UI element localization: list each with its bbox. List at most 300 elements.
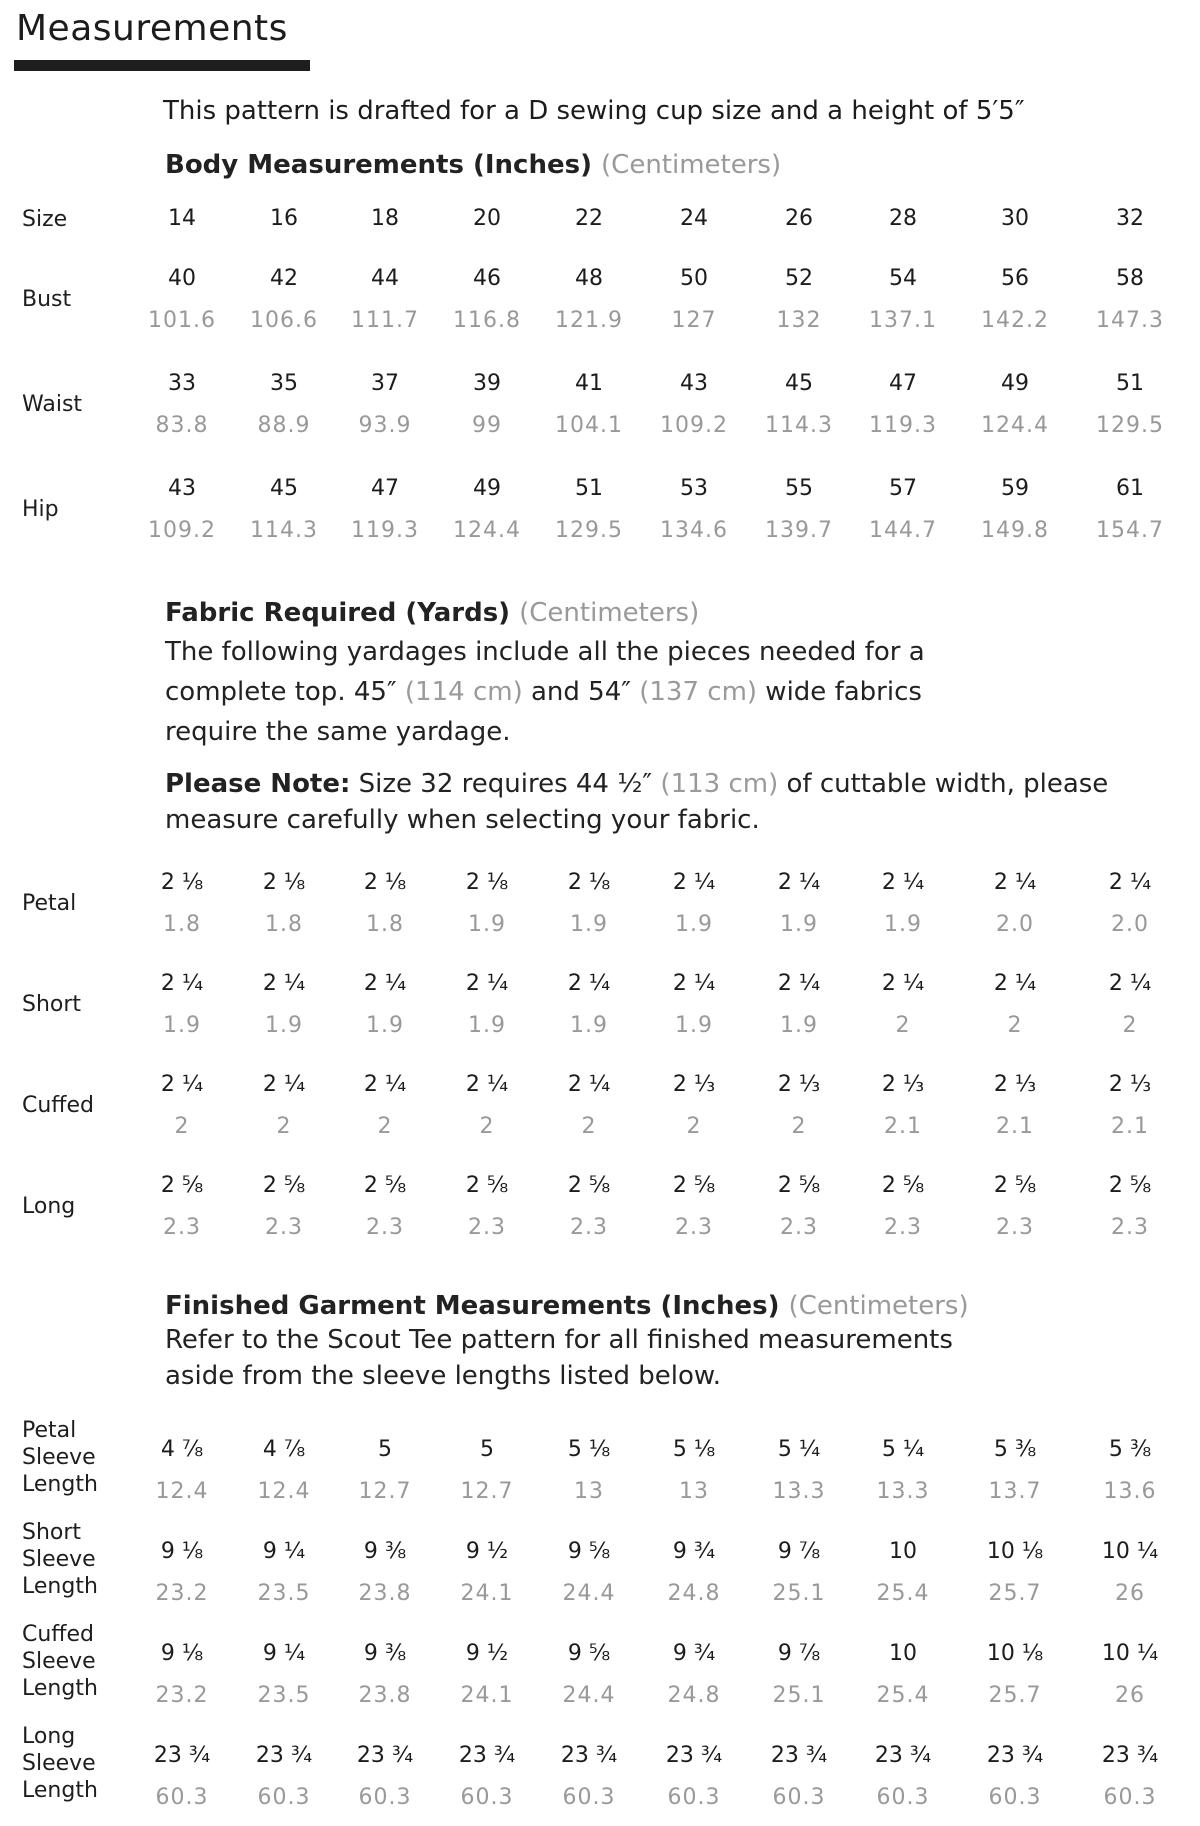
table-cell xyxy=(1080,363,1180,447)
metric-value: 142.2 xyxy=(981,308,1049,333)
metric-value: 1.8 xyxy=(366,912,404,937)
table-cell xyxy=(335,1735,435,1819)
size-header-cell: 22 xyxy=(575,206,603,231)
imperial-value: 47 xyxy=(371,476,399,501)
imperial-value: 47 xyxy=(889,371,917,396)
imperial-value: 9 ⅛ xyxy=(160,1641,204,1666)
finished-desc-line-1: Refer to the Scout Tee pattern for all finished measurements xyxy=(165,1325,953,1355)
imperial-value: 43 xyxy=(168,476,196,501)
size-header-cell: 28 xyxy=(889,206,917,231)
row-label xyxy=(22,1723,98,1804)
table-cell xyxy=(1080,1064,1180,1148)
metric-value: 12.7 xyxy=(358,1479,412,1504)
metric-value: 124.4 xyxy=(453,518,521,543)
fabric-note xyxy=(165,766,1195,838)
imperial-value: 46 xyxy=(473,266,501,291)
metric-value: 2 xyxy=(174,1114,190,1139)
metric-value: 24.8 xyxy=(667,1581,721,1606)
table-cell xyxy=(335,1531,435,1615)
table-cell xyxy=(644,963,744,1047)
imperial-value: 9 ¼ xyxy=(262,1641,306,1666)
size-header-cell: 32 xyxy=(1116,206,1144,231)
metric-value: 23.2 xyxy=(155,1581,209,1606)
table-cell xyxy=(234,1735,334,1819)
metric-value: 2.3 xyxy=(996,1215,1034,1240)
metric-value: 13.6 xyxy=(1103,1479,1157,1504)
metric-value: 23.8 xyxy=(358,1581,412,1606)
imperial-value: 5 xyxy=(480,1437,494,1462)
table-cell xyxy=(1080,1531,1180,1615)
imperial-value: 10 ¼ xyxy=(1101,1539,1159,1564)
metric-value: 12.4 xyxy=(257,1479,311,1504)
metric-value: 127 xyxy=(671,308,717,333)
table-cell xyxy=(335,1165,435,1249)
imperial-value: 5 ⅛ xyxy=(567,1437,611,1462)
row-label-line: Length xyxy=(22,1676,98,1701)
row-label-line: Short xyxy=(22,1520,82,1545)
table-cell xyxy=(539,363,639,447)
table-cell xyxy=(539,468,639,552)
imperial-value: 49 xyxy=(1001,371,1029,396)
table-cell xyxy=(539,862,639,946)
table-cell xyxy=(1080,1735,1180,1819)
metric-value: 24.1 xyxy=(460,1683,514,1708)
imperial-value: 2 ⅝ xyxy=(1108,1173,1152,1198)
table-cell xyxy=(234,1531,334,1615)
imperial-value: 35 xyxy=(270,371,298,396)
row-label xyxy=(22,1519,98,1600)
imperial-value: 2 ⅓ xyxy=(672,1072,716,1097)
metric-value: 60.3 xyxy=(562,1785,616,1810)
metric-value: 60.3 xyxy=(667,1785,721,1810)
table-cell xyxy=(234,1064,334,1148)
imperial-value: 50 xyxy=(680,266,708,291)
table-cell xyxy=(234,862,334,946)
table-cell xyxy=(853,963,953,1047)
table-cell xyxy=(965,1429,1065,1513)
imperial-value: 23 ¾ xyxy=(458,1743,516,1768)
metric-value: 1.8 xyxy=(163,912,201,937)
imperial-value: 9 ⅛ xyxy=(160,1539,204,1564)
table-cell xyxy=(749,1064,849,1148)
table-cell xyxy=(965,1633,1065,1717)
imperial-value: 2 ⅛ xyxy=(465,870,509,895)
metric-value: 116.8 xyxy=(453,308,521,333)
row-label: Petal xyxy=(22,891,77,916)
table-cell xyxy=(234,468,334,552)
imperial-value: 2 ¼ xyxy=(993,870,1037,895)
table-cell xyxy=(132,1735,232,1819)
table-cell xyxy=(335,963,435,1047)
table-cell xyxy=(749,862,849,946)
metric-value: 88.9 xyxy=(257,413,311,438)
metric-value: 2 xyxy=(895,1013,911,1038)
table-cell xyxy=(1080,1429,1180,1513)
imperial-value: 9 ½ xyxy=(465,1539,509,1564)
table-cell xyxy=(749,1633,849,1717)
imperial-value: 2 ¼ xyxy=(567,1072,611,1097)
metric-value: 25.1 xyxy=(772,1683,826,1708)
imperial-value: 2 ¼ xyxy=(1108,971,1152,996)
table-cell xyxy=(749,1429,849,1513)
metric-value: 144.7 xyxy=(869,518,937,543)
imperial-value: 23 ¾ xyxy=(1101,1743,1159,1768)
imperial-value: 2 ⅛ xyxy=(262,870,306,895)
row-label-line: Length xyxy=(22,1472,98,1497)
imperial-value: 55 xyxy=(785,476,813,501)
imperial-value: 2 ¼ xyxy=(777,870,821,895)
imperial-value: 2 ⅓ xyxy=(777,1072,821,1097)
table-cell xyxy=(132,862,232,946)
imperial-value: 44 xyxy=(371,266,399,291)
row-label-line: Cuffed xyxy=(22,1622,94,1647)
metric-value: 1.9 xyxy=(265,1013,303,1038)
fabric-desc-line-3: require the same yardage. xyxy=(165,717,511,747)
table-cell xyxy=(965,1064,1065,1148)
imperial-value: 43 xyxy=(680,371,708,396)
row-label-line: Long xyxy=(22,1724,76,1749)
heading-yards: Fabric Required (Yards) xyxy=(165,598,511,628)
metric-value: 12.4 xyxy=(155,1479,209,1504)
imperial-value: 59 xyxy=(1001,476,1029,501)
table-cell xyxy=(132,1633,232,1717)
table-cell xyxy=(853,1429,953,1513)
imperial-value: 2 ¼ xyxy=(567,971,611,996)
table-cell xyxy=(853,862,953,946)
imperial-value: 4 ⅞ xyxy=(262,1437,306,1462)
imperial-value: 2 ⅝ xyxy=(993,1173,1037,1198)
table-cell xyxy=(853,1531,953,1615)
table-cell xyxy=(644,1735,744,1819)
table-cell xyxy=(437,1165,537,1249)
table-cell xyxy=(335,468,435,552)
metric-value: 114.3 xyxy=(250,518,318,543)
metric-value: 109.2 xyxy=(660,413,728,438)
metric-value: 60.3 xyxy=(876,1785,930,1810)
imperial-value: 48 xyxy=(575,266,603,291)
body-measurements-heading xyxy=(165,150,781,180)
metric-value: 2.3 xyxy=(570,1215,608,1240)
imperial-value: 9 ⅝ xyxy=(567,1641,611,1666)
metric-value: 60.3 xyxy=(772,1785,826,1810)
imperial-value: 10 ⅛ xyxy=(986,1539,1044,1564)
metric-value: 25.1 xyxy=(772,1581,826,1606)
table-cell xyxy=(132,1531,232,1615)
metric-value: 25.4 xyxy=(876,1581,930,1606)
imperial-value: 5 ¼ xyxy=(777,1437,821,1462)
fabric-required-heading xyxy=(165,598,699,628)
table-cell xyxy=(539,1064,639,1148)
table-cell xyxy=(644,1633,744,1717)
metric-value: 1.8 xyxy=(265,912,303,937)
row-label-line: Length xyxy=(22,1574,98,1599)
metric-value: 93.9 xyxy=(358,413,412,438)
heading-inches: Finished Garment Measurements (Inches) xyxy=(165,1291,780,1321)
fabric-description xyxy=(165,632,1195,752)
imperial-value: 5 ⅜ xyxy=(993,1437,1037,1462)
metric-value: 60.3 xyxy=(1103,1785,1157,1810)
table-cell xyxy=(335,363,435,447)
metric-value: 13 xyxy=(679,1479,709,1504)
metric-value: 60.3 xyxy=(358,1785,412,1810)
title-underline xyxy=(14,60,310,71)
row-label: Cuffed xyxy=(22,1093,94,1118)
metric-value: 1.9 xyxy=(675,1013,713,1038)
table-cell xyxy=(335,1064,435,1148)
table-cell xyxy=(539,1735,639,1819)
row-label-line: Sleeve xyxy=(22,1751,96,1776)
table-cell xyxy=(644,258,744,342)
imperial-value: 2 ⅓ xyxy=(881,1072,925,1097)
metric-value: 13.7 xyxy=(988,1479,1042,1504)
imperial-value: 37 xyxy=(371,371,399,396)
imperial-value: 41 xyxy=(575,371,603,396)
metric-value: 2.3 xyxy=(675,1215,713,1240)
metric-value: 2.1 xyxy=(1111,1114,1149,1139)
imperial-value: 5 xyxy=(378,1437,392,1462)
imperial-value: 5 ¼ xyxy=(881,1437,925,1462)
imperial-value: 40 xyxy=(168,266,196,291)
imperial-value: 2 ¼ xyxy=(465,971,509,996)
table-cell xyxy=(644,1531,744,1615)
table-cell xyxy=(437,1429,537,1513)
row-label-line: Sleeve xyxy=(22,1445,96,1470)
imperial-value: 9 ⅜ xyxy=(363,1539,407,1564)
imperial-value: 2 ⅛ xyxy=(567,870,611,895)
table-cell xyxy=(437,1633,537,1717)
table-cell xyxy=(1080,1165,1180,1249)
row-label: Hip xyxy=(22,497,59,522)
metric-value: 1.9 xyxy=(163,1013,201,1038)
table-cell xyxy=(749,1165,849,1249)
metric-value: 114.3 xyxy=(765,413,833,438)
size-header-cell: 18 xyxy=(371,206,399,231)
imperial-value: 4 ⅞ xyxy=(160,1437,204,1462)
table-cell xyxy=(749,963,849,1047)
table-cell xyxy=(644,862,744,946)
table-cell xyxy=(132,468,232,552)
metric-value: 23.5 xyxy=(257,1581,311,1606)
table-cell xyxy=(644,1429,744,1513)
imperial-value: 23 ¾ xyxy=(153,1743,211,1768)
table-cell xyxy=(1080,258,1180,342)
imperial-value: 23 ¾ xyxy=(255,1743,313,1768)
table-cell xyxy=(965,862,1065,946)
size-header-cell: 16 xyxy=(270,206,298,231)
table-cell xyxy=(644,363,744,447)
metric-value: 101.6 xyxy=(148,308,216,333)
imperial-value: 10 ⅛ xyxy=(986,1641,1044,1666)
imperial-value: 2 ¼ xyxy=(160,1072,204,1097)
imperial-value: 5 ⅜ xyxy=(1108,1437,1152,1462)
table-cell xyxy=(234,1429,334,1513)
metric-value: 154.7 xyxy=(1096,518,1164,543)
imperial-value: 2 ¼ xyxy=(363,1072,407,1097)
imperial-value: 2 ¼ xyxy=(262,971,306,996)
table-cell xyxy=(234,963,334,1047)
finished-garment-heading xyxy=(165,1291,969,1321)
metric-value: 2 xyxy=(377,1114,393,1139)
row-label xyxy=(22,1417,98,1498)
metric-value: 24.4 xyxy=(562,1581,616,1606)
table-cell xyxy=(437,963,537,1047)
metric-value: 2.3 xyxy=(265,1215,303,1240)
metric-value: 26 xyxy=(1115,1683,1145,1708)
metric-value: 149.8 xyxy=(981,518,1049,543)
table-cell xyxy=(853,1633,953,1717)
imperial-value: 9 ⅞ xyxy=(777,1641,821,1666)
fabric-desc-line-2: complete top. 45″ (114 cm) and 54″ (137 cm) wide fabrics xyxy=(165,677,922,707)
table-cell xyxy=(539,1165,639,1249)
table-cell xyxy=(132,363,232,447)
metric-value: 25.7 xyxy=(988,1581,1042,1606)
imperial-value: 2 ⅝ xyxy=(262,1173,306,1198)
metric-value: 1.9 xyxy=(570,912,608,937)
imperial-value: 2 ⅓ xyxy=(1108,1072,1152,1097)
metric-value: 2.3 xyxy=(1111,1215,1149,1240)
metric-value: 24.8 xyxy=(667,1683,721,1708)
imperial-value: 2 ⅛ xyxy=(363,870,407,895)
metric-value: 1.9 xyxy=(468,912,506,937)
finished-desc-line-2: aside from the sleeve lengths listed below. xyxy=(165,1361,721,1391)
row-label: Waist xyxy=(22,392,83,417)
imperial-value: 42 xyxy=(270,266,298,291)
table-cell xyxy=(965,1165,1065,1249)
table-cell xyxy=(539,963,639,1047)
metric-value: 24.1 xyxy=(460,1581,514,1606)
metric-value: 132 xyxy=(776,308,822,333)
table-cell xyxy=(1080,862,1180,946)
size-header-cell: 20 xyxy=(473,206,501,231)
table-cell xyxy=(437,1064,537,1148)
imperial-value: 9 ¾ xyxy=(672,1539,716,1564)
imperial-value: 23 ¾ xyxy=(560,1743,618,1768)
metric-value: 2 xyxy=(581,1114,597,1139)
table-cell xyxy=(539,1429,639,1513)
table-cell xyxy=(965,258,1065,342)
metric-value: 13.3 xyxy=(772,1479,826,1504)
imperial-value: 2 ⅝ xyxy=(363,1173,407,1198)
row-label: Long xyxy=(22,1194,76,1219)
metric-value: 99 xyxy=(472,413,502,438)
imperial-value: 2 ¼ xyxy=(672,870,716,895)
metric-value: 121.9 xyxy=(555,308,623,333)
imperial-value: 5 ⅛ xyxy=(672,1437,716,1462)
metric-value: 106.6 xyxy=(250,308,318,333)
imperial-value: 2 ¼ xyxy=(881,971,925,996)
heading-cm: (Centimeters) xyxy=(601,150,782,180)
metric-value: 2.3 xyxy=(163,1215,201,1240)
imperial-value: 56 xyxy=(1001,266,1029,291)
metric-value: 60.3 xyxy=(460,1785,514,1810)
table-cell xyxy=(1080,468,1180,552)
metric-value: 23.2 xyxy=(155,1683,209,1708)
heading-cm: (Centimeters) xyxy=(519,598,700,628)
row-label-line: Sleeve xyxy=(22,1547,96,1572)
size-header-cell: 30 xyxy=(1001,206,1029,231)
finished-description xyxy=(165,1322,1195,1394)
table-cell xyxy=(1080,1633,1180,1717)
metric-value: 124.4 xyxy=(981,413,1049,438)
metric-value: 119.3 xyxy=(869,413,937,438)
metric-value: 2.1 xyxy=(884,1114,922,1139)
imperial-value: 57 xyxy=(889,476,917,501)
metric-value: 1.9 xyxy=(675,912,713,937)
imperial-value: 51 xyxy=(1116,371,1144,396)
metric-value: 23.5 xyxy=(257,1683,311,1708)
metric-value: 23.8 xyxy=(358,1683,412,1708)
imperial-value: 2 ⅝ xyxy=(672,1173,716,1198)
imperial-value: 9 ½ xyxy=(465,1641,509,1666)
imperial-value: 51 xyxy=(575,476,603,501)
row-label: Short xyxy=(22,992,82,1017)
metric-value: 24.4 xyxy=(562,1683,616,1708)
fabric-note-line-2: measure carefully when selecting your fabric. xyxy=(165,805,760,835)
imperial-value: 23 ¾ xyxy=(356,1743,414,1768)
metric-value: 2.3 xyxy=(780,1215,818,1240)
metric-value: 1.9 xyxy=(884,912,922,937)
metric-value: 111.7 xyxy=(351,308,419,333)
heading-cm: (Centimeters) xyxy=(788,1291,969,1321)
metric-value: 26 xyxy=(1115,1581,1145,1606)
table-cell xyxy=(965,963,1065,1047)
table-cell xyxy=(965,1735,1065,1819)
imperial-value: 2 ¼ xyxy=(465,1072,509,1097)
metric-value: 1.9 xyxy=(780,1013,818,1038)
imperial-value: 2 ¼ xyxy=(672,971,716,996)
imperial-value: 39 xyxy=(473,371,501,396)
imperial-value: 2 ⅝ xyxy=(465,1173,509,1198)
metric-value: 137.1 xyxy=(869,308,937,333)
imperial-value: 9 ¾ xyxy=(672,1641,716,1666)
metric-value: 13.3 xyxy=(876,1479,930,1504)
metric-value: 134.6 xyxy=(660,518,728,543)
imperial-value: 2 ¼ xyxy=(881,870,925,895)
table-cell xyxy=(234,1165,334,1249)
table-cell xyxy=(749,1531,849,1615)
metric-value: 25.7 xyxy=(988,1683,1042,1708)
imperial-value: 9 ¼ xyxy=(262,1539,306,1564)
size-header-cell: 26 xyxy=(785,206,813,231)
table-cell xyxy=(853,468,953,552)
metric-value: 2.3 xyxy=(884,1215,922,1240)
fabric-desc-line-1: The following yardages include all the pieces needed for a xyxy=(165,637,925,667)
size-label: Size xyxy=(22,207,68,232)
table-cell xyxy=(539,258,639,342)
metric-value: 2.1 xyxy=(996,1114,1034,1139)
imperial-value: 2 ¼ xyxy=(993,971,1037,996)
metric-value: 109.2 xyxy=(148,518,216,543)
imperial-value: 45 xyxy=(270,476,298,501)
metric-value: 1.9 xyxy=(570,1013,608,1038)
table-cell xyxy=(335,258,435,342)
metric-value: 2 xyxy=(479,1114,495,1139)
metric-value: 1.9 xyxy=(468,1013,506,1038)
metric-value: 147.3 xyxy=(1096,308,1164,333)
metric-value: 2 xyxy=(276,1114,292,1139)
table-cell xyxy=(644,1064,744,1148)
imperial-value: 2 ¼ xyxy=(363,971,407,996)
table-cell xyxy=(132,1165,232,1249)
table-cell xyxy=(539,1531,639,1615)
metric-value: 1.9 xyxy=(780,912,818,937)
imperial-value: 33 xyxy=(168,371,196,396)
row-label-line: Petal xyxy=(22,1418,77,1443)
table-cell xyxy=(132,258,232,342)
table-cell xyxy=(749,1735,849,1819)
imperial-value: 2 ¼ xyxy=(160,971,204,996)
metric-value: 2.3 xyxy=(366,1215,404,1240)
